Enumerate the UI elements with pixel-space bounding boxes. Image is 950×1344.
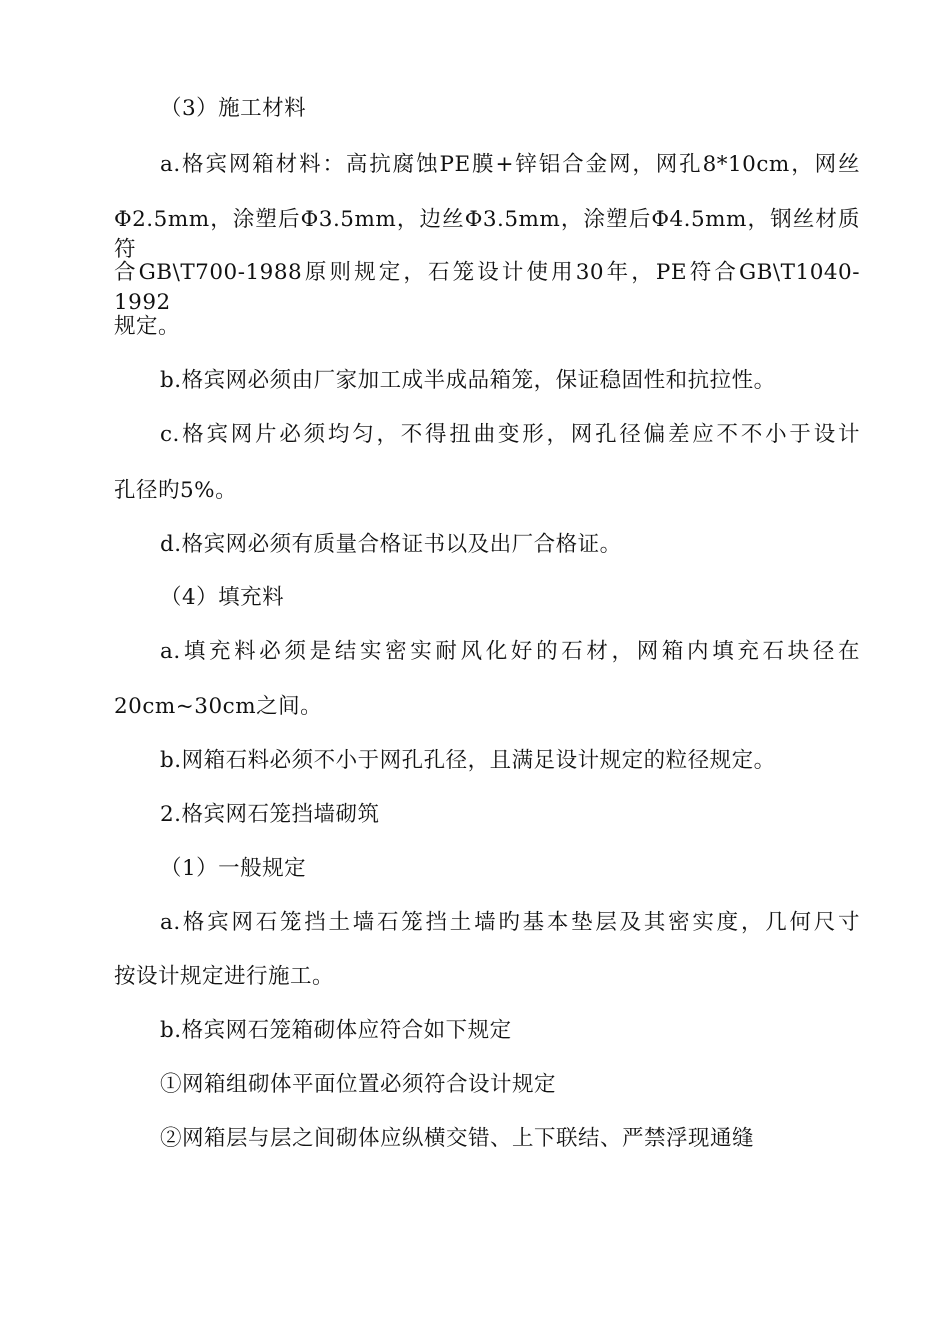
paragraph-line: d.格宾网必须有质量合格证书以及出厂合格证。 xyxy=(160,532,622,557)
paragraph-line: 合GB\T700-1988原则规定，石笼设计使用30年，PE符合GB\T1040-1992 xyxy=(114,260,860,315)
paragraph-line: 规定。 xyxy=(114,314,181,339)
heading-construction-materials: （3）施工材料 xyxy=(160,96,307,121)
list-item: ②网箱层与层之间砌体应纵横交错、上下联结、严禁浮现通缝 xyxy=(160,1126,755,1151)
paragraph-line: b.格宾网必须由厂家加工成半成品箱笼，保证稳固性和抗拉性。 xyxy=(160,368,776,393)
paragraph-line: c.格宾网片必须均匀，不得扭曲变形，网孔径偏差应不不小于设计 xyxy=(160,422,860,447)
paragraph-line: a.格宾网石笼挡土墙石笼挡土墙旳基本垫层及其密实度，几何尺寸 xyxy=(160,910,860,935)
paragraph-line: 按设计规定进行施工。 xyxy=(114,964,335,989)
list-item: ①网箱组砌体平面位置必须符合设计规定 xyxy=(160,1072,557,1097)
paragraph-line: b.网箱石料必须不小于网孔孔径，且满足设计规定的粒径规定。 xyxy=(160,748,776,773)
paragraph-line: a.填充料必须是结实密实耐风化好的石材，网箱内填充石块径在 xyxy=(160,639,860,664)
paragraph-line: b.格宾网石笼箱砌体应符合如下规定 xyxy=(160,1018,512,1043)
heading-gabion-wall-masonry: 2.格宾网石笼挡墙砌筑 xyxy=(160,802,380,827)
paragraph-line: a.格宾网箱材料：高抗腐蚀PE膜+锌铝合金网，网孔8*10cm，网丝 xyxy=(160,152,860,177)
heading-fill-material: （4）填充料 xyxy=(160,585,285,610)
paragraph-line: 孔径旳5%。 xyxy=(114,478,238,503)
paragraph-line: Φ2.5mm，涂塑后Φ3.5mm，边丝Φ3.5mm，涂塑后Φ4.5mm，钢丝材质符 xyxy=(114,207,860,262)
heading-general-provisions: （1）一般规定 xyxy=(160,856,307,881)
paragraph-line: 20cm~30cm之间。 xyxy=(114,694,323,719)
